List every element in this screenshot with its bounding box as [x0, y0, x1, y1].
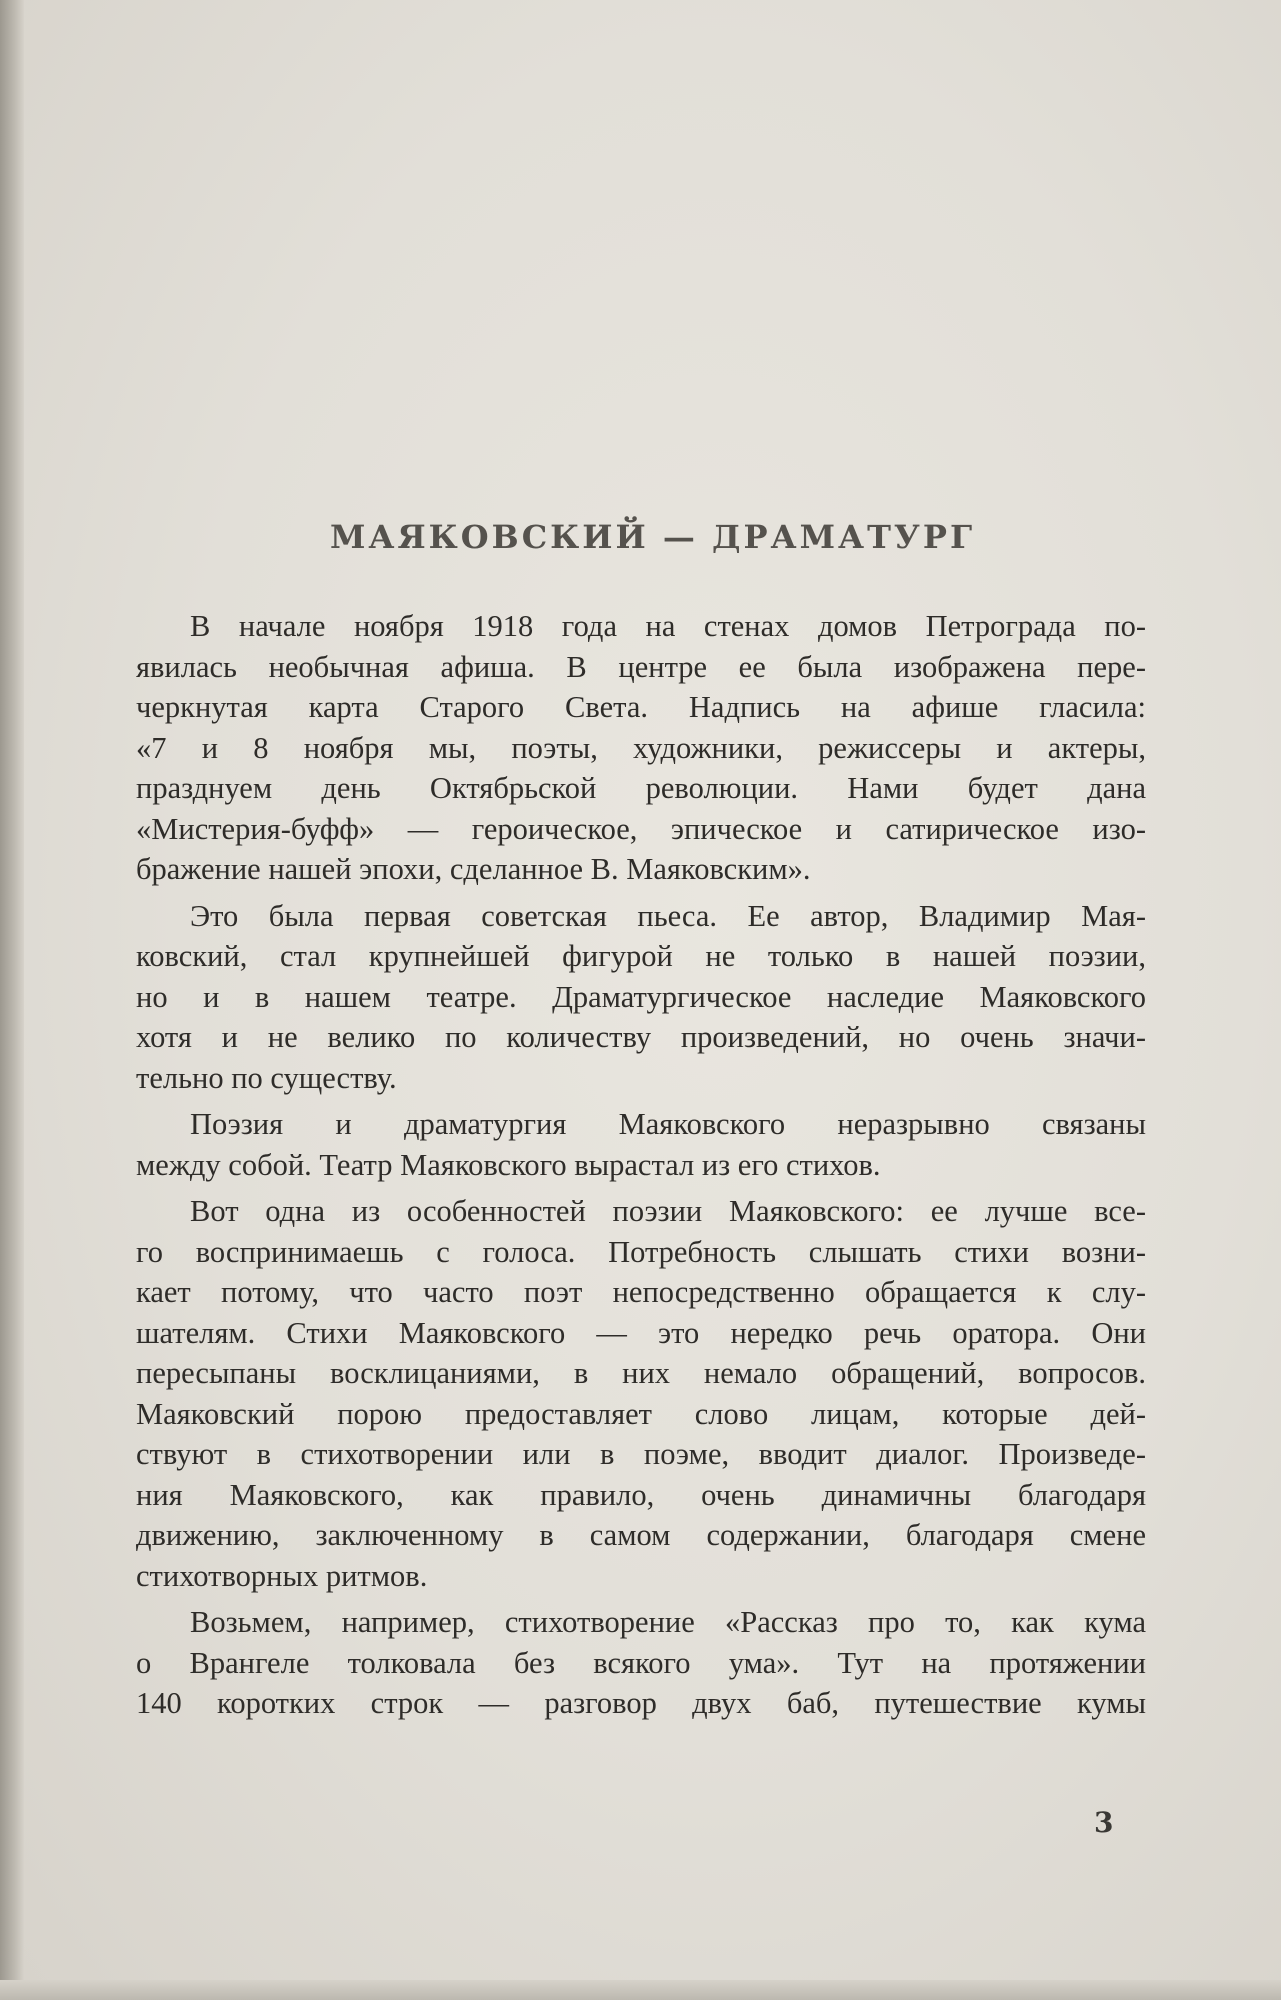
- text-line: тельно по существу.: [136, 1060, 397, 1095]
- paragraph-1: [136, 606, 1146, 890]
- text-line: Это была первая советская пьеса. Ее автор, Владимир Мая-: [190, 898, 1146, 933]
- body-text: [136, 606, 1146, 1730]
- text-line: движению, заключенному в самом содержании, благодаря смене: [136, 1518, 1146, 1552]
- paragraph-5: [136, 1602, 1146, 1724]
- text-line: о Врангеле толковала без всякого ума». Тут на протяжении: [136, 1645, 1146, 1680]
- text-line: ковский, стал крупнейшей фигурой не только в нашей поэзии,: [136, 939, 1146, 973]
- text-line: В начале ноября 1918 года на стенах домов Петрограда по-: [190, 609, 1146, 643]
- book-page: [24, 0, 1281, 1980]
- text-line: го воспринимаешь с голоса. Потребность слышать стихи возни-: [136, 1234, 1146, 1269]
- page-left-edge: [0, 0, 24, 2000]
- text-line: между собой. Театр Маяковского вырастал из его стихов.: [136, 1147, 881, 1182]
- text-line: бражение нашей эпохи, сделанное В. Маяковским».: [136, 852, 811, 886]
- text-line: 140 коротких строк — разговор двух баб, путешествие кумы: [136, 1686, 1146, 1720]
- paragraph-3: [136, 1104, 1146, 1185]
- text-line: ствуют в стихотворении или в поэме, вводит диалог. Произведе-: [136, 1437, 1146, 1471]
- text-line: Поэзия и драматургия Маяковского неразрывно связаны: [190, 1107, 1146, 1141]
- paragraph-4: [136, 1191, 1146, 1596]
- text-line: Вот одна из особенностей поэзии Маяковского: ее лучше все-: [190, 1194, 1146, 1228]
- text-line: черкнутая карта Старого Света. Надпись на афише гласила:: [136, 690, 1146, 724]
- text-line: явилась необычная афиша. В центре ее была изображена пере-: [136, 649, 1146, 684]
- page-number: 3: [1094, 1806, 1114, 1839]
- text-line: Маяковский порою предоставляет слово лицам, которые дей-: [136, 1396, 1146, 1431]
- text-line: ния Маяковского, как правило, очень динамичны благодаря: [136, 1477, 1146, 1512]
- text-line: стихотворных ритмов.: [136, 1558, 428, 1593]
- text-line: но и в нашем театре. Драматургическое наследие Маяковского: [136, 979, 1146, 1014]
- paragraph-2: [136, 896, 1146, 1099]
- text-line: «7 и 8 ноября мы, поэты, художники, режиссеры и актеры,: [136, 730, 1146, 765]
- text-line: «Мистерия-буфф» — героическое, эпическое и сатирическое изо-: [136, 811, 1146, 846]
- text-line: хотя и не велико по количеству произведений, но очень значи-: [136, 1020, 1146, 1054]
- text-line: пересыпаны восклицаниями, в них немало обращений, вопросов.: [136, 1356, 1146, 1390]
- text-line: кает потому, что часто поэт непосредственно обращается к слу-: [136, 1275, 1146, 1309]
- page-bottom-edge: [0, 1980, 1281, 2000]
- text-line: шателям. Стихи Маяковского — это нередко речь оратора. Они: [136, 1315, 1146, 1350]
- text-line: Возьмем, например, стихотворение «Рассказ про то, как кума: [190, 1605, 1146, 1639]
- chapter-title: МАЯКОВСКИЙ — ДРАМАТУРГ: [329, 518, 976, 556]
- text-line: празднуем день Октябрьской революции. Нами будет дана: [136, 771, 1146, 805]
